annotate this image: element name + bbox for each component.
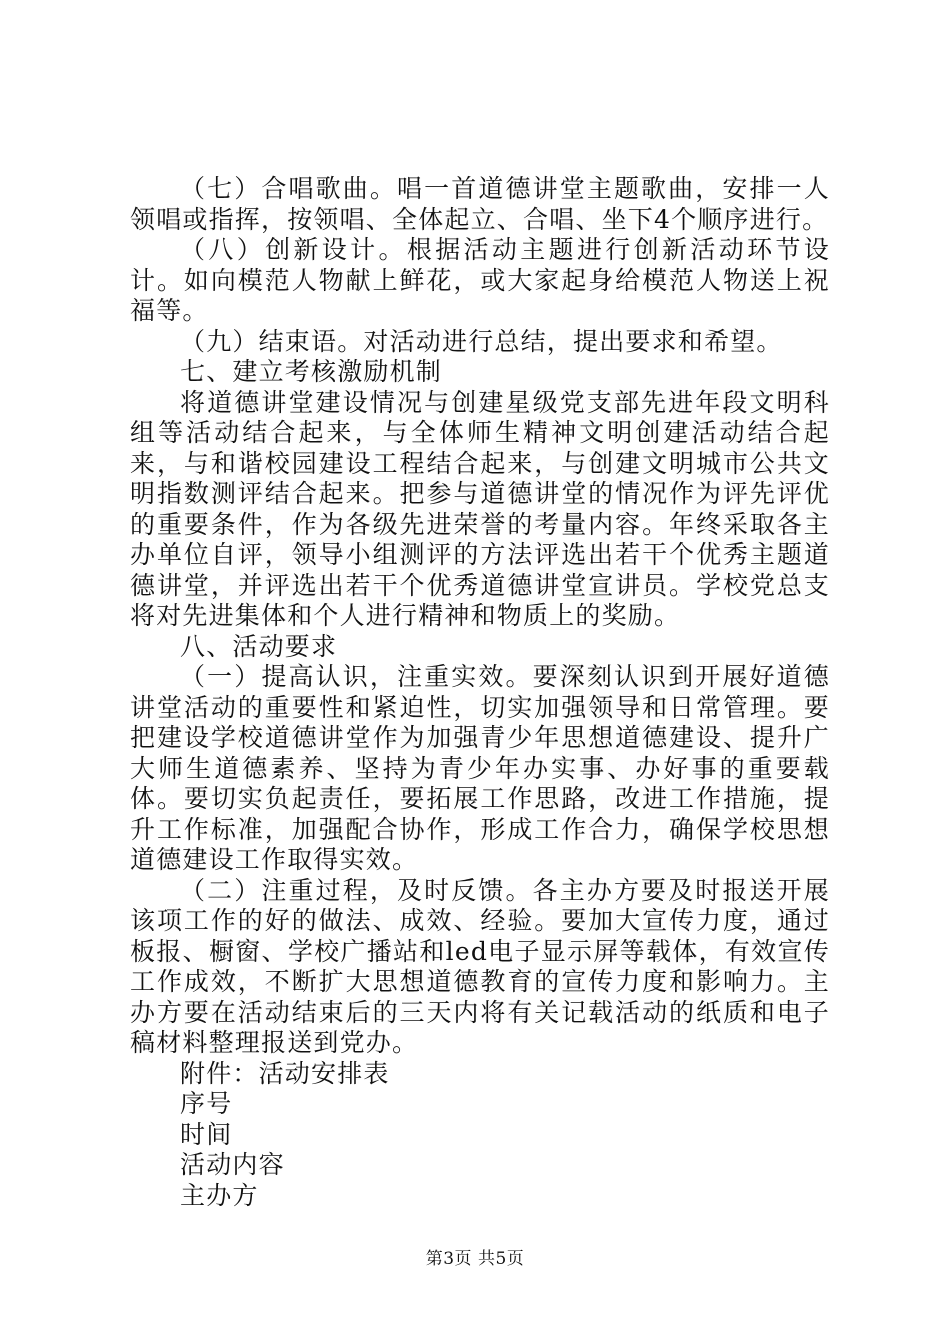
table-header-time: 时间: [180, 1119, 233, 1149]
attachment-title: 附件：活动安排表: [180, 1058, 390, 1088]
paragraph-item-7-chorus: （七）合唱歌曲。唱一首道德讲堂主题歌曲，安排一人领唱或指挥，按领唱、全体起立、合唱、坐下4个顺序进行。: [130, 174, 830, 234]
section-heading-8: 八、活动要求: [180, 631, 338, 661]
table-header-content: 活动内容: [180, 1150, 285, 1179]
paragraph-incentive-mechanism: 将道德讲堂建设情况与创建星级党支部先进年段文明科组等活动结合起来，与全体师生精神文明创建活动结合起来，与和谐校园建设工程结合起来，与创建文明城市公共文明指数测评结合起来。把参与道德讲堂的情况作为评先评优的重要条件，作为各级先进荣誉的考量内容。年终采取各主办单位自评，领导小组测评的方法评选出若干个优秀主题道德讲堂，并评选出若干个优秀道德讲堂宣讲员。学校党总支将对先进集体和个人进行精神和物质上的奖励。: [130, 387, 830, 630]
document-body: [130, 174, 830, 1211]
section-heading-7: 七、建立考核激励机制: [180, 357, 443, 386]
paragraph-requirement-1: （一）提高认识，注重实效。要深刻认识到开展好道德讲堂活动的重要性和紧迫性，切实加强领导和日常管理。要把建设学校道德讲堂作为加强青少年思想道德建设、提升广大师生道德素养、坚持为青少年办实事、办好事的重要载体。要切实负起责任，要拓展工作思路，改进工作措施，提升工作标准，加强配合协作，形成工作合力，确保学校思想道德建设工作取得实效。: [130, 662, 830, 874]
table-header-organizer: 主办方: [180, 1180, 259, 1210]
table-header-number: 序号: [180, 1089, 233, 1118]
paragraph-item-9-closing: （九）结束语。对活动进行总结，提出要求和希望。: [180, 326, 783, 356]
paragraph-item-8-innovation: （八）创新设计。根据活动主题进行创新活动环节设计。如向模范人物献上鲜花，或大家起身给模范人物送上祝福等。: [130, 235, 830, 325]
page-footer: 第3页 共5页: [425, 1249, 525, 1269]
paragraph-requirement-2: （二）注重过程，及时反馈。各主办方要及时报送开展该项工作的好的做法、成效、经验。要加大宣传力度，通过板报、橱窗、学校广播站和led电子显示屏等载体，有效宣传工作成效，不断扩大思想道德教育的宣传力度和影响力。主办方要在活动结束后的三天内将有关记载活动的纸质和电子稿材料整理报送到党办。: [130, 875, 830, 1057]
